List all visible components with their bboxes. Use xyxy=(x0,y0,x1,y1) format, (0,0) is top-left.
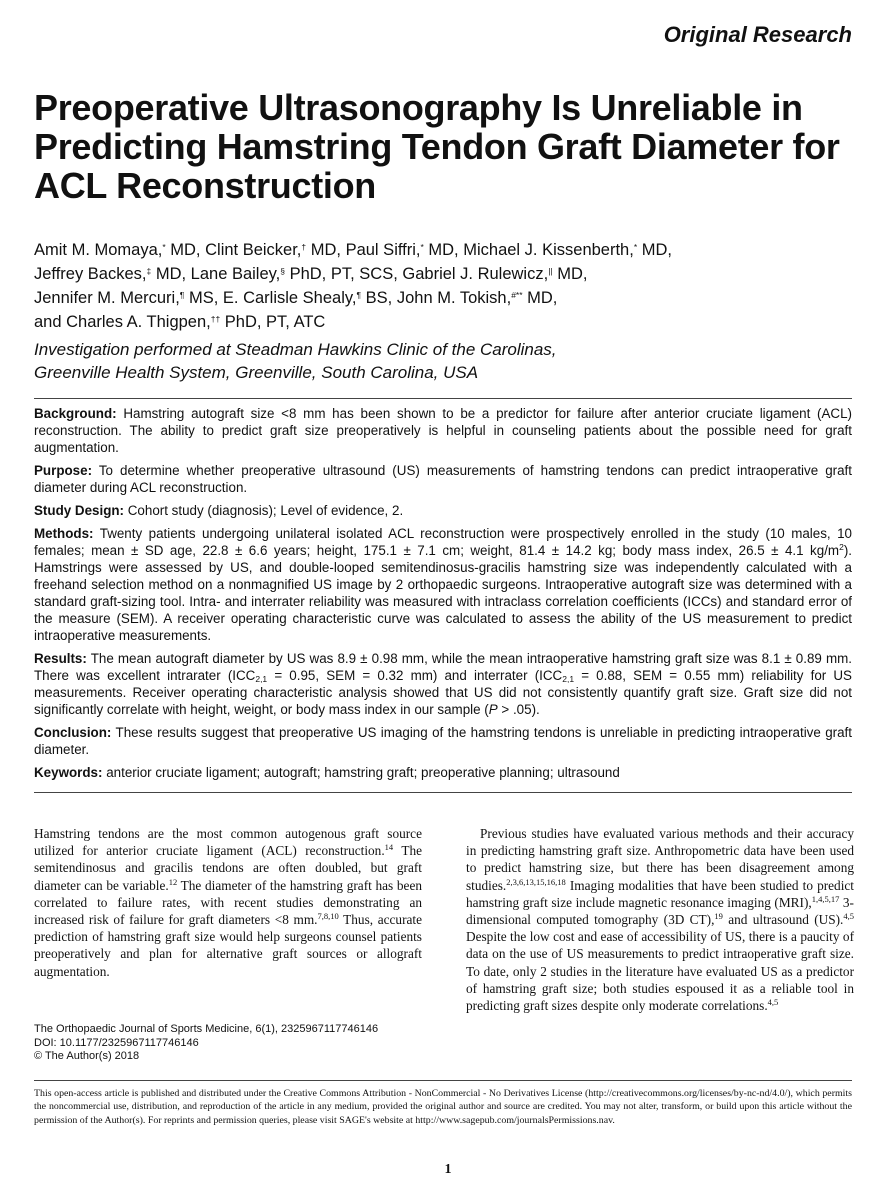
abstract-bottom-rule xyxy=(34,792,852,793)
body-paragraph xyxy=(466,825,854,1014)
author xyxy=(205,241,341,259)
author xyxy=(402,265,587,283)
abstract-top-rule xyxy=(34,398,852,399)
abstract-text: The mean autograft diameter by US was 8.9 ± 0.98 mm, while the mean intraoperative hamstring graft size was 8.1 ± 0.89 mm. There was excellent intrarater (ICC xyxy=(34,651,852,683)
license-rule xyxy=(34,1080,852,1081)
abstract-text: > .05). xyxy=(497,702,540,717)
abstract-label: Results: xyxy=(34,651,87,666)
author-degree: PhD, PT, ATC xyxy=(220,313,326,331)
body-text: 3-dimensional computed tomography (3D CT), xyxy=(466,894,854,928)
body-text: The semitendinosus and gracilis tendons are often doubled, but graft diameter can be variable. xyxy=(34,843,423,893)
author xyxy=(34,241,201,259)
page-number: 1 xyxy=(444,1162,452,1177)
journal-citation: The Orthopaedic Journal of Sports Medicine, 6(1), 2325967117746146 xyxy=(34,1023,379,1035)
citation: 19 xyxy=(714,911,723,922)
article-title: Preoperative Ultrasonography Is Unreliable in Predicting Hamstring Tendon Graft Diameter for ACL Reconstruction xyxy=(34,87,840,206)
abstract-text: anterior cruciate ligament; autograft; hamstring graft; preoperative planning; ultrasound xyxy=(106,765,620,780)
section-label: Original Research xyxy=(663,22,852,47)
abstract-text: = 0.88, SEM = 0.55 mm) reliability for US measurements. Receiver operating characteristic analysis showed that US did not consistently quantify graft size. Graft size did not significantly correlate with height, weight, or body mass index in our sample ( xyxy=(34,668,852,717)
abstract-results xyxy=(34,650,852,718)
author-degree: MD, xyxy=(165,241,201,259)
abstract-label: Study Design: xyxy=(34,503,125,518)
affiliation-mark: || xyxy=(548,266,553,276)
citation: 4,5 xyxy=(843,911,855,922)
author-degree: MS, xyxy=(184,289,219,307)
author-degree: MD, xyxy=(423,241,459,259)
abstract-methods xyxy=(34,525,852,644)
affiliation-mark: * xyxy=(420,242,424,252)
license-notice: This open-access article is published and distributed under the Creative Commons Attribution - NonCommercial - No Derivatives License (http://creativecommons.org/licenses/by-nc-nd/4.0/), which permits the noncommercial use, distribution, and reproduction of the article in any medium, provided the original author and source are credited. You may not alter, transform, or build upon this article without the permission of the Author(s). For reprints and permission queries, please visit SAGE's website at http://www.sagepub.com/journalsPermissions.nav. xyxy=(34,1088,852,1126)
superscript: 2 xyxy=(839,542,844,552)
author-name: Lane Bailey, xyxy=(190,265,281,283)
institution-line: Investigation performed at Steadman Hawkins Clinic of the Carolinas, xyxy=(34,340,557,359)
body-text: Hamstring tendons are the most common autogenous graft source utilized for anterior cruciate ligament (ACL) reconstruction. xyxy=(34,826,422,859)
affiliation-mark: ¶ xyxy=(356,290,362,300)
abstract-text: These results suggest that preoperative US imaging of the hamstring tendons is unreliable in predicting intraoperative graft diameter. xyxy=(34,725,852,757)
journal-info xyxy=(34,1023,454,1064)
body-column-right xyxy=(466,825,854,1014)
citation: 7,8,10 xyxy=(317,911,339,922)
abstract-study-design xyxy=(34,502,852,519)
affiliation-mark: * xyxy=(633,242,638,252)
abstract-label: Purpose: xyxy=(34,463,93,478)
citation: 14 xyxy=(384,842,394,853)
body-text: Previous studies have evaluated various methods and their accuracy in predicting hamstring graft size. Anthropometric data have been used to predict hamstring size, but there has been disagreement among studies. xyxy=(466,826,854,893)
author xyxy=(397,289,558,307)
author-name: Clint Beicker, xyxy=(205,241,302,259)
p-value-symbol: P xyxy=(488,702,498,717)
author-list xyxy=(34,238,864,334)
author-name: E. Carlisle Shealy, xyxy=(222,289,357,307)
author xyxy=(223,289,392,307)
body-paragraph xyxy=(34,825,422,980)
author xyxy=(34,313,325,331)
abstract-label: Keywords: xyxy=(34,765,103,780)
affiliation-mark: #** xyxy=(511,290,523,300)
citation: 12 xyxy=(168,876,178,887)
abstract-conclusion xyxy=(34,724,852,758)
affiliation-mark: § xyxy=(280,266,285,276)
affiliation-mark: ¶ xyxy=(179,290,185,300)
doi: DOI: 10.1177/2325967117746146 xyxy=(34,1036,199,1049)
author-degree: PhD, PT, SCS, xyxy=(285,265,398,283)
abstract-text: = 0.95, SEM = 0.32 mm) and interrater (ICC xyxy=(267,668,563,683)
subscript: 2,1 xyxy=(255,674,268,684)
author-name: Amit M. Momaya, xyxy=(34,241,163,259)
body-text: Thus, accurate prediction of hamstring graft size would help surgeons counsel patients preoperatively and plan for alternative graft sources or allograft augmentation. xyxy=(34,912,423,979)
author-degree: BS, xyxy=(361,289,393,307)
author-name: Michael J. Kissenberth, xyxy=(463,241,634,259)
abstract-label: Conclusion: xyxy=(34,725,112,740)
author-degree: MD, xyxy=(151,265,187,283)
author xyxy=(34,265,186,283)
author-name: Jeffrey Backes, xyxy=(34,265,147,283)
institution-line: Greenville Health System, Greenville, South Carolina, USA xyxy=(34,363,479,382)
affiliation-mark: † xyxy=(301,242,307,252)
author-degree: MD, xyxy=(522,289,558,307)
copyright: © The Author(s) 2018 xyxy=(34,1050,140,1062)
affiliation-mark: †† xyxy=(210,314,221,324)
body-text: Imaging modalities that have been studied to predict hamstring graft size include magnetic resonance imaging (MRI), xyxy=(466,877,854,910)
affiliation-mark: * xyxy=(162,242,166,252)
abstract-text: Hamstring autograft size <8 mm has been shown to be a predictor for failure after anterior cruciate ligament (ACL) reconstruction. The ability to predict graft size preoperatively is helpful in counseling patients about the possible need for graft augmentation. xyxy=(34,406,852,455)
abstract-text: Cohort study (diagnosis); Level of evidence, 2. xyxy=(127,503,404,518)
author xyxy=(191,265,398,283)
author-name: Jennifer M. Mercuri, xyxy=(34,289,180,307)
citation: 2,3,6,13,15,16,18 xyxy=(506,876,566,887)
abstract-text: ). Hamstrings were assessed by US, and double-looped semitendinosus-gracilis hamstring size was independently calculated with a freehand selection method on a nonmagnified US image by 2 orthopaedic surgeons. Intraoperative autograft size was determined with a standard graft-sizing tool. Intra- and interrater reliability was measured with intraclass correlation coefficients (ICCs) and standard error of the measure (SEM). A receiver operating characteristic curve was calculated to assess the ability of the US measurement to predict intraoperative measurements. xyxy=(34,543,852,643)
abstract-label: Methods: xyxy=(34,526,94,541)
institution xyxy=(34,338,734,384)
author-name: John M. Tokish, xyxy=(396,289,512,307)
abstract-purpose xyxy=(34,462,852,496)
abstract-text: To determine whether preoperative ultrasound (US) measurements of hamstring tendons can predict intraoperative graft diameter during ACL reconstruction. xyxy=(34,463,852,495)
author xyxy=(34,289,218,307)
abstract-text: Twenty patients undergoing unilateral isolated ACL reconstruction were prospectively enrolled in the study (10 males, 10 females; mean ± SD age, 22.8 ± 6.6 years; height, 175.1 ± 7.1 cm; weight, 81.4 ± 14.2 kg; body mass index, 26.5 ± 4.1 kg/m xyxy=(34,526,852,558)
abstract-keywords xyxy=(34,764,852,781)
body-column-left xyxy=(34,825,422,980)
body-text: and ultrasound (US). xyxy=(722,912,844,928)
author-name: Gabriel J. Rulewicz, xyxy=(402,265,549,283)
affiliation-mark: ‡ xyxy=(146,266,152,276)
author xyxy=(463,241,672,259)
body-text: Despite the low cost and ease of accessibility of US, there is a paucity of data on the use of US measurements to predict intraoperative graft size. To date, only 2 studies in the literature have evaluated US as a predictor of hamstring graft size; both studies espoused it as a reliable tool in predicting graft sizes despite only moderate correlations. xyxy=(466,929,854,1014)
author xyxy=(346,241,459,259)
abstract-label: Background: xyxy=(34,406,117,421)
abstract xyxy=(34,405,852,787)
citation: 1,4,5,17 xyxy=(811,893,840,904)
author-name: Paul Siffri, xyxy=(345,241,421,259)
author-degree: MD, xyxy=(306,241,341,259)
subscript: 2,1 xyxy=(562,674,575,684)
abstract-background xyxy=(34,405,852,456)
body-text: The diameter of the hamstring graft has been correlated to failure rates, with recent studies demonstrating an increased risk of failure for graft diameters <8 mm. xyxy=(34,877,422,928)
author-name: and Charles A. Thigpen, xyxy=(34,313,211,331)
citation: 4,5 xyxy=(767,997,779,1008)
author-degree: MD, xyxy=(552,265,588,283)
author-degree: MD, xyxy=(637,241,672,259)
